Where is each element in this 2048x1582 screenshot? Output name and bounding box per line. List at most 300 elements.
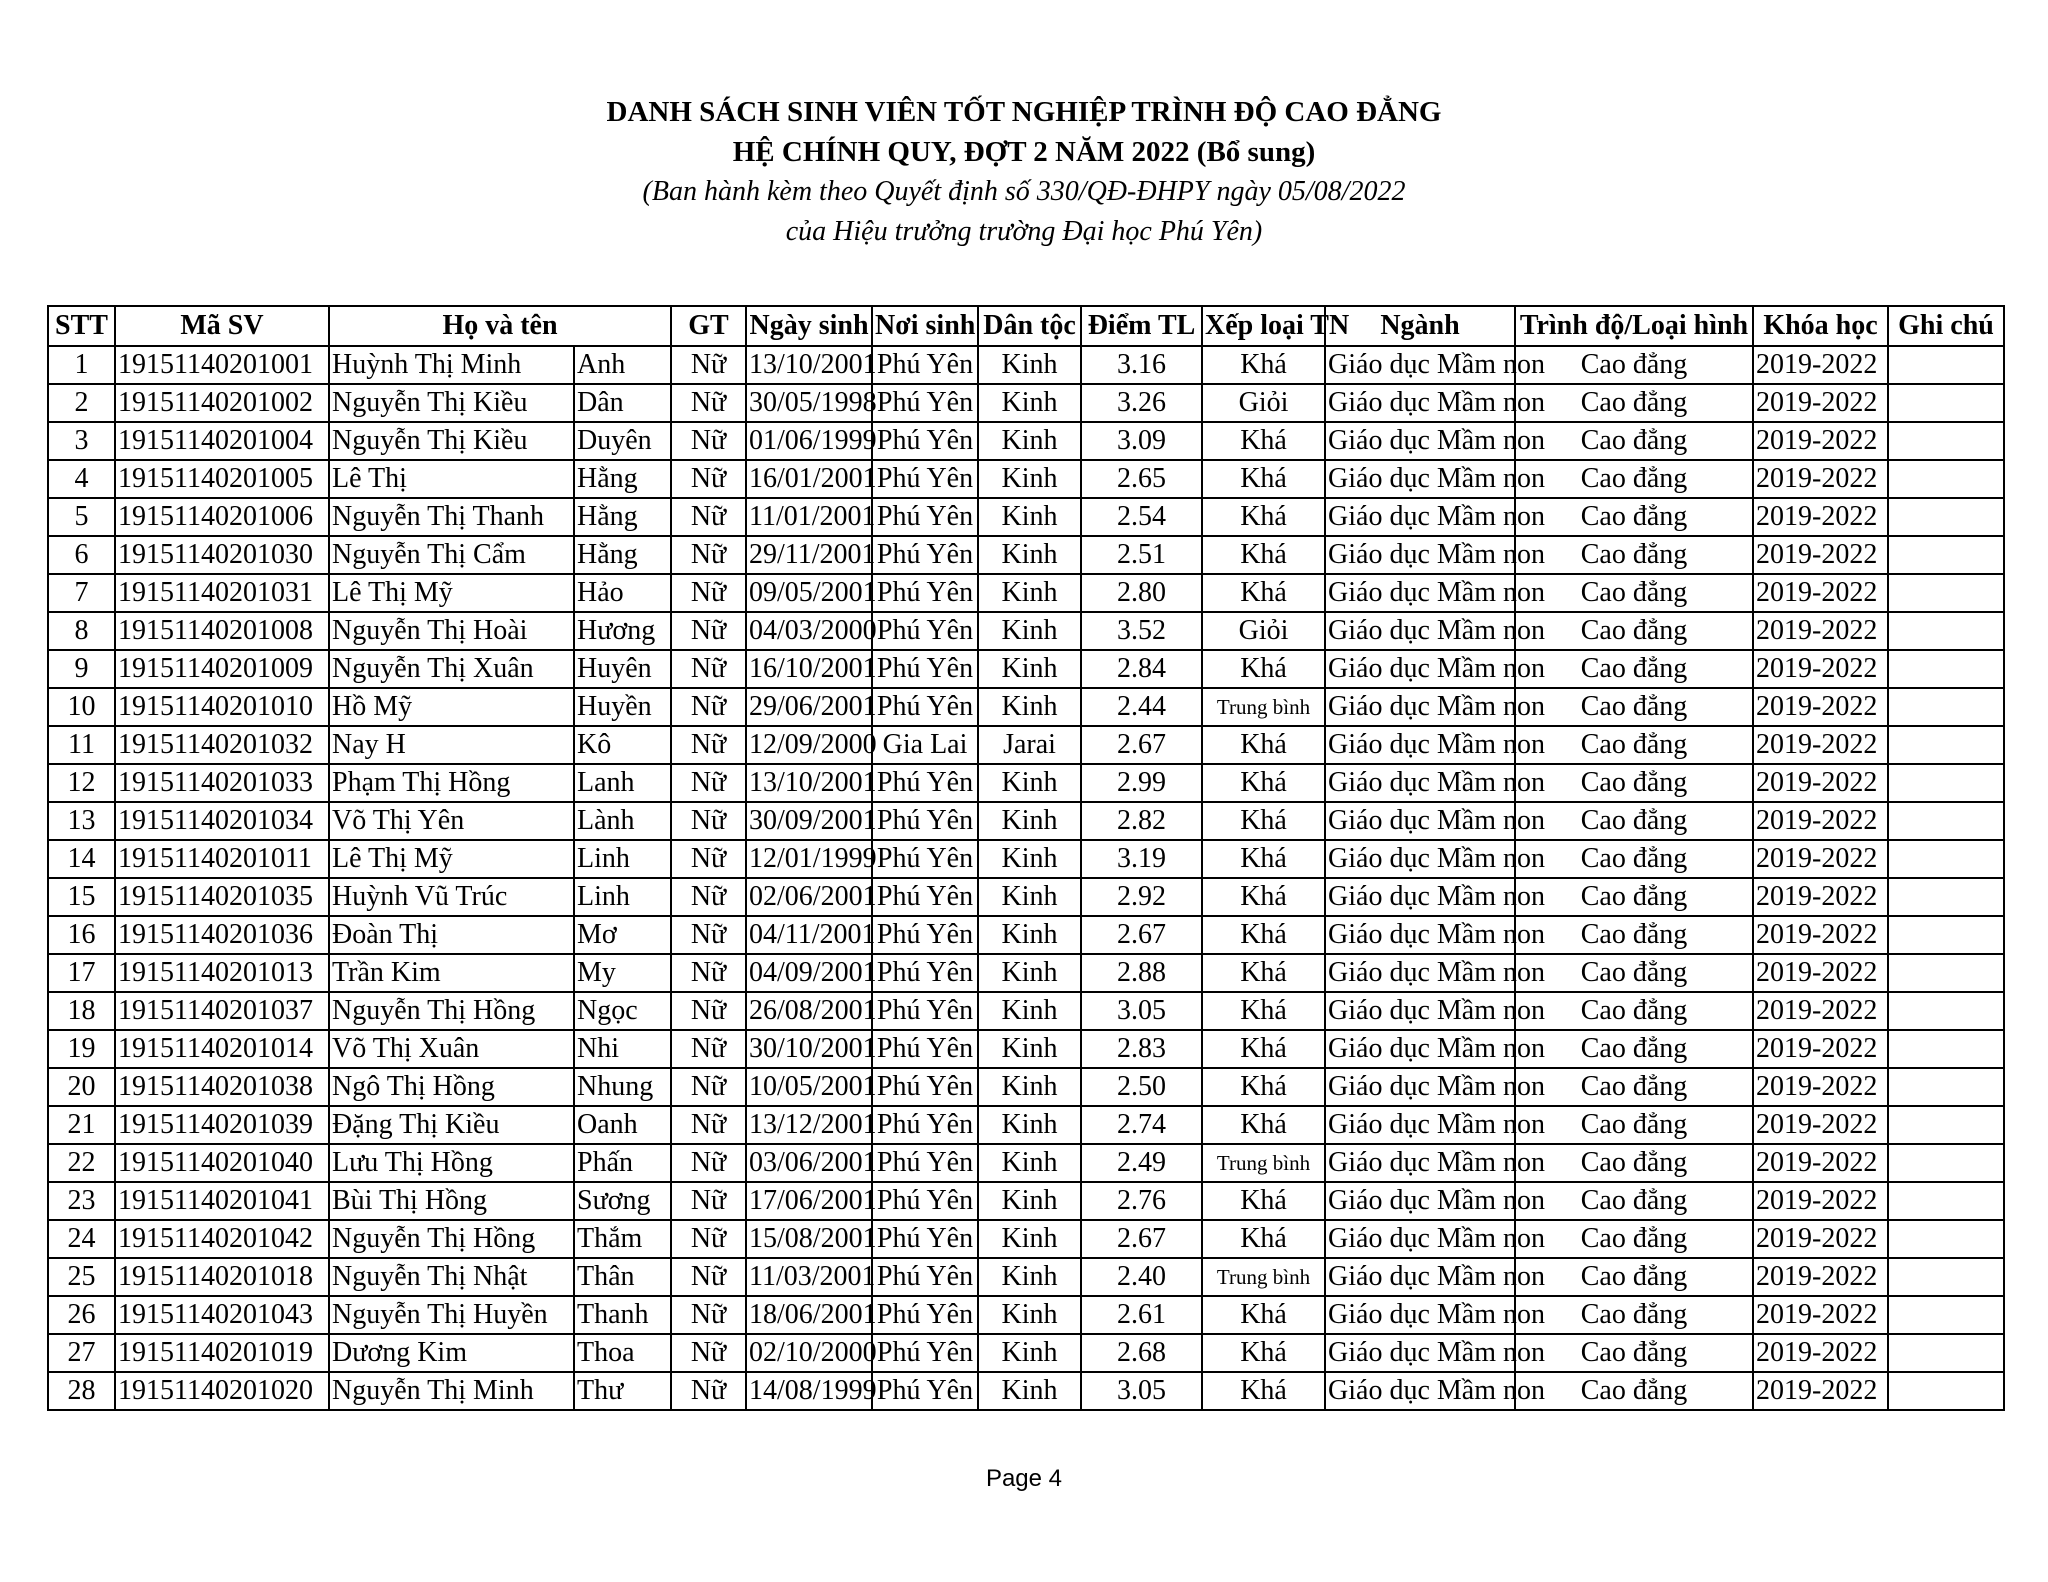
cell-ten: Thắm xyxy=(574,1220,671,1258)
cell-stt: 18 xyxy=(48,992,115,1030)
cell-gt: Nữ xyxy=(671,1182,746,1220)
cell-gt: Nữ xyxy=(671,764,746,802)
cell-ten: Kô xyxy=(574,726,671,764)
document-title-line2: HỆ CHÍNH QUY, ĐỢT 2 NĂM 2022 (Bổ sung) xyxy=(732,136,1316,168)
cell-nganh: Giáo dục Mầm non xyxy=(1325,1296,1515,1334)
cell-masv: 19151140201019 xyxy=(115,1334,329,1372)
cell-ghichu xyxy=(1888,688,2004,726)
cell-gt: Nữ xyxy=(671,1106,746,1144)
cell-stt: 6 xyxy=(48,536,115,574)
cell-masv: 19151140201030 xyxy=(115,536,329,574)
cell-trinhdo: Cao đẳng xyxy=(1515,688,1753,726)
cell-ghichu xyxy=(1888,764,2004,802)
cell-masv: 19151140201037 xyxy=(115,992,329,1030)
column-header-xeploai: Xếp loại TN xyxy=(1202,306,1325,346)
cell-masv: 19151140201002 xyxy=(115,384,329,422)
cell-xeploai: Giỏi xyxy=(1202,384,1325,422)
cell-xeploai: Khá xyxy=(1202,1106,1325,1144)
cell-ngaysinh: 30/09/2001 xyxy=(746,802,872,840)
cell-stt: 17 xyxy=(48,954,115,992)
cell-ghichu xyxy=(1888,1182,2004,1220)
cell-ngaysinh: 17/06/2001 xyxy=(746,1182,872,1220)
cell-gt: Nữ xyxy=(671,574,746,612)
cell-ho-dem: Huỳnh Vũ Trúc xyxy=(329,878,574,916)
cell-gt: Nữ xyxy=(671,1220,746,1258)
cell-gt: Nữ xyxy=(671,840,746,878)
cell-ten: Lành xyxy=(574,802,671,840)
cell-gt: Nữ xyxy=(671,1258,746,1296)
cell-nganh: Giáo dục Mầm non xyxy=(1325,536,1515,574)
cell-ten: Ngọc xyxy=(574,992,671,1030)
cell-trinhdo: Cao đẳng xyxy=(1515,1334,1753,1372)
cell-diem: 2.74 xyxy=(1081,1106,1202,1144)
cell-khoahoc: 2019-2022 xyxy=(1753,422,1888,460)
cell-diem: 2.51 xyxy=(1081,536,1202,574)
cell-masv: 19151140201004 xyxy=(115,422,329,460)
cell-masv: 19151140201011 xyxy=(115,840,329,878)
cell-dantoc: Kinh xyxy=(978,536,1081,574)
cell-xeploai: Trung bình xyxy=(1202,1144,1325,1182)
cell-ho-dem: Phạm Thị Hồng xyxy=(329,764,574,802)
cell-xeploai: Khá xyxy=(1202,1372,1325,1410)
cell-ghichu xyxy=(1888,346,2004,384)
cell-masv: 19151140201020 xyxy=(115,1372,329,1410)
cell-ho-dem: Lê Thị Mỹ xyxy=(329,840,574,878)
table-row xyxy=(48,422,2004,460)
cell-trinhdo: Cao đẳng xyxy=(1515,840,1753,878)
cell-khoahoc: 2019-2022 xyxy=(1753,1296,1888,1334)
cell-gt: Nữ xyxy=(671,384,746,422)
cell-ghichu xyxy=(1888,840,2004,878)
cell-ghichu xyxy=(1888,802,2004,840)
cell-khoahoc: 2019-2022 xyxy=(1753,726,1888,764)
cell-ghichu xyxy=(1888,536,2004,574)
cell-nganh: Giáo dục Mầm non xyxy=(1325,384,1515,422)
cell-trinhdo: Cao đẳng xyxy=(1515,802,1753,840)
cell-masv: 19151140201039 xyxy=(115,1106,329,1144)
cell-ghichu xyxy=(1888,612,2004,650)
cell-khoahoc: 2019-2022 xyxy=(1753,764,1888,802)
cell-trinhdo: Cao đẳng xyxy=(1515,1258,1753,1296)
cell-ho-dem: Nguyễn Thị Kiều xyxy=(329,422,574,460)
cell-masv: 19151140201005 xyxy=(115,460,329,498)
document-title-line1: DANH SÁCH SINH VIÊN TỐT NGHIỆP TRÌNH ĐỘ CAO ĐẲNG xyxy=(606,96,1442,128)
cell-ngaysinh: 15/08/2001 xyxy=(746,1220,872,1258)
cell-dantoc: Kinh xyxy=(978,992,1081,1030)
table-row xyxy=(48,1220,2004,1258)
cell-ten: Hằng xyxy=(574,460,671,498)
cell-ten: Anh xyxy=(574,346,671,384)
cell-khoahoc: 2019-2022 xyxy=(1753,498,1888,536)
table-row xyxy=(48,346,2004,384)
cell-trinhdo: Cao đẳng xyxy=(1515,878,1753,916)
cell-stt: 11 xyxy=(48,726,115,764)
cell-xeploai: Giỏi xyxy=(1202,612,1325,650)
cell-stt: 10 xyxy=(48,688,115,726)
cell-nganh: Giáo dục Mầm non xyxy=(1325,1182,1515,1220)
cell-gt: Nữ xyxy=(671,916,746,954)
cell-dantoc: Kinh xyxy=(978,1334,1081,1372)
cell-xeploai: Khá xyxy=(1202,1334,1325,1372)
table-row xyxy=(48,802,2004,840)
cell-xeploai: Khá xyxy=(1202,764,1325,802)
column-header-ghichu: Ghi chú xyxy=(1888,306,2004,346)
cell-ten: Dân xyxy=(574,384,671,422)
cell-noisinh: Phú Yên xyxy=(872,1372,978,1410)
cell-dantoc: Kinh xyxy=(978,1068,1081,1106)
cell-ngaysinh: 12/09/2000 xyxy=(746,726,872,764)
table-row xyxy=(48,384,2004,422)
graduate-roster-table xyxy=(47,305,2005,1411)
cell-xeploai: Khá xyxy=(1202,1068,1325,1106)
cell-diem: 2.44 xyxy=(1081,688,1202,726)
cell-ngaysinh: 18/06/2001 xyxy=(746,1296,872,1334)
cell-xeploai: Khá xyxy=(1202,878,1325,916)
cell-dantoc: Kinh xyxy=(978,840,1081,878)
cell-ghichu xyxy=(1888,1334,2004,1372)
cell-masv: 19151140201001 xyxy=(115,346,329,384)
cell-stt: 14 xyxy=(48,840,115,878)
table-row xyxy=(48,1030,2004,1068)
table-row xyxy=(48,1372,2004,1410)
cell-dantoc: Kinh xyxy=(978,574,1081,612)
cell-ho-dem: Võ Thị Yên xyxy=(329,802,574,840)
cell-ghichu xyxy=(1888,878,2004,916)
table-row xyxy=(48,878,2004,916)
cell-stt: 9 xyxy=(48,650,115,688)
table-row xyxy=(48,992,2004,1030)
cell-ngaysinh: 13/12/2001 xyxy=(746,1106,872,1144)
cell-ngaysinh: 26/08/2001 xyxy=(746,992,872,1030)
cell-stt: 7 xyxy=(48,574,115,612)
cell-xeploai: Khá xyxy=(1202,992,1325,1030)
cell-ho-dem: Nguyễn Thị Hoài xyxy=(329,612,574,650)
cell-ten: Nhi xyxy=(574,1030,671,1068)
cell-ghichu xyxy=(1888,460,2004,498)
column-header-noisinh: Nơi sinh xyxy=(872,306,978,346)
column-header-nganh: Ngành xyxy=(1325,306,1515,346)
cell-noisinh: Phú Yên xyxy=(872,1334,978,1372)
cell-xeploai: Khá xyxy=(1202,536,1325,574)
cell-khoahoc: 2019-2022 xyxy=(1753,1372,1888,1410)
cell-diem: 3.09 xyxy=(1081,422,1202,460)
cell-trinhdo: Cao đẳng xyxy=(1515,1030,1753,1068)
cell-ghichu xyxy=(1888,1030,2004,1068)
cell-trinhdo: Cao đẳng xyxy=(1515,1182,1753,1220)
cell-khoahoc: 2019-2022 xyxy=(1753,384,1888,422)
cell-noisinh: Phú Yên xyxy=(872,840,978,878)
cell-trinhdo: Cao đẳng xyxy=(1515,1106,1753,1144)
cell-xeploai: Khá xyxy=(1202,1030,1325,1068)
cell-diem: 2.40 xyxy=(1081,1258,1202,1296)
cell-gt: Nữ xyxy=(671,1334,746,1372)
cell-ngaysinh: 29/11/2001 xyxy=(746,536,872,574)
cell-ho-dem: Lưu Thị Hồng xyxy=(329,1144,574,1182)
cell-ho-dem: Võ Thị Xuân xyxy=(329,1030,574,1068)
cell-masv: 19151140201043 xyxy=(115,1296,329,1334)
cell-dantoc: Kinh xyxy=(978,954,1081,992)
cell-masv: 19151140201034 xyxy=(115,802,329,840)
cell-ho-dem: Nguyễn Thị Hồng xyxy=(329,1220,574,1258)
cell-ho-dem: Nguyễn Thị Hồng xyxy=(329,992,574,1030)
cell-masv: 19151140201014 xyxy=(115,1030,329,1068)
column-header-khoahoc: Khóa học xyxy=(1753,306,1888,346)
cell-diem: 3.05 xyxy=(1081,1372,1202,1410)
cell-diem: 2.61 xyxy=(1081,1296,1202,1334)
cell-xeploai: Khá xyxy=(1202,650,1325,688)
cell-nganh: Giáo dục Mầm non xyxy=(1325,574,1515,612)
cell-khoahoc: 2019-2022 xyxy=(1753,1258,1888,1296)
cell-trinhdo: Cao đẳng xyxy=(1515,1220,1753,1258)
cell-ho-dem: Đặng Thị Kiều xyxy=(329,1106,574,1144)
cell-noisinh: Phú Yên xyxy=(872,1220,978,1258)
cell-trinhdo: Cao đẳng xyxy=(1515,612,1753,650)
cell-ho-dem: Nguyễn Thị Huyền xyxy=(329,1296,574,1334)
cell-ten: Thân xyxy=(574,1258,671,1296)
cell-xeploai: Khá xyxy=(1202,1182,1325,1220)
cell-ghichu xyxy=(1888,992,2004,1030)
cell-trinhdo: Cao đẳng xyxy=(1515,1372,1753,1410)
cell-ho-dem: Trần Kim xyxy=(329,954,574,992)
cell-masv: 19151140201008 xyxy=(115,612,329,650)
cell-xeploai: Khá xyxy=(1202,954,1325,992)
cell-xeploai: Khá xyxy=(1202,726,1325,764)
cell-khoahoc: 2019-2022 xyxy=(1753,1220,1888,1258)
cell-xeploai: Khá xyxy=(1202,1220,1325,1258)
cell-diem: 2.92 xyxy=(1081,878,1202,916)
cell-nganh: Giáo dục Mầm non xyxy=(1325,726,1515,764)
cell-nganh: Giáo dục Mầm non xyxy=(1325,1030,1515,1068)
cell-noisinh: Phú Yên xyxy=(872,1106,978,1144)
cell-ngaysinh: 09/05/2001 xyxy=(746,574,872,612)
cell-diem: 2.68 xyxy=(1081,1334,1202,1372)
cell-diem: 3.52 xyxy=(1081,612,1202,650)
table-header-row xyxy=(48,306,2004,346)
cell-stt: 2 xyxy=(48,384,115,422)
cell-khoahoc: 2019-2022 xyxy=(1753,878,1888,916)
cell-ngaysinh: 03/06/2001 xyxy=(746,1144,872,1182)
cell-diem: 2.84 xyxy=(1081,650,1202,688)
cell-ten: Hảo xyxy=(574,574,671,612)
cell-ten: Huyền xyxy=(574,688,671,726)
cell-gt: Nữ xyxy=(671,650,746,688)
cell-noisinh: Phú Yên xyxy=(872,1030,978,1068)
table-row xyxy=(48,726,2004,764)
cell-ngaysinh: 04/03/2000 xyxy=(746,612,872,650)
cell-dantoc: Kinh xyxy=(978,612,1081,650)
cell-xeploai: Khá xyxy=(1202,498,1325,536)
cell-khoahoc: 2019-2022 xyxy=(1753,536,1888,574)
cell-diem: 3.16 xyxy=(1081,346,1202,384)
cell-diem: 2.65 xyxy=(1081,460,1202,498)
document-header xyxy=(0,92,2048,252)
cell-diem: 2.54 xyxy=(1081,498,1202,536)
cell-stt: 8 xyxy=(48,612,115,650)
cell-nganh: Giáo dục Mầm non xyxy=(1325,954,1515,992)
cell-noisinh: Phú Yên xyxy=(872,802,978,840)
cell-nganh: Giáo dục Mầm non xyxy=(1325,840,1515,878)
cell-trinhdo: Cao đẳng xyxy=(1515,726,1753,764)
cell-gt: Nữ xyxy=(671,992,746,1030)
cell-stt: 24 xyxy=(48,1220,115,1258)
cell-ngaysinh: 10/05/2001 xyxy=(746,1068,872,1106)
cell-gt: Nữ xyxy=(671,1068,746,1106)
cell-nganh: Giáo dục Mầm non xyxy=(1325,650,1515,688)
page-number: Page 4 xyxy=(985,1465,1063,1492)
cell-masv: 19151140201009 xyxy=(115,650,329,688)
cell-ho-dem: Hồ Mỹ xyxy=(329,688,574,726)
cell-noisinh: Phú Yên xyxy=(872,460,978,498)
cell-trinhdo: Cao đẳng xyxy=(1515,384,1753,422)
cell-diem: 2.99 xyxy=(1081,764,1202,802)
cell-khoahoc: 2019-2022 xyxy=(1753,1068,1888,1106)
cell-noisinh: Phú Yên xyxy=(872,384,978,422)
table-row xyxy=(48,1068,2004,1106)
cell-stt: 1 xyxy=(48,346,115,384)
column-header-masv: Mã SV xyxy=(115,306,329,346)
cell-stt: 20 xyxy=(48,1068,115,1106)
cell-gt: Nữ xyxy=(671,422,746,460)
cell-nganh: Giáo dục Mầm non xyxy=(1325,916,1515,954)
cell-ghichu xyxy=(1888,1220,2004,1258)
cell-ghichu xyxy=(1888,384,2004,422)
cell-ghichu xyxy=(1888,1258,2004,1296)
cell-ten: Hương xyxy=(574,612,671,650)
cell-trinhdo: Cao đẳng xyxy=(1515,460,1753,498)
table-row xyxy=(48,916,2004,954)
cell-ho-dem: Lê Thị Mỹ xyxy=(329,574,574,612)
cell-khoahoc: 2019-2022 xyxy=(1753,802,1888,840)
cell-gt: Nữ xyxy=(671,1296,746,1334)
cell-ten: Nhung xyxy=(574,1068,671,1106)
cell-diem: 2.76 xyxy=(1081,1182,1202,1220)
cell-ho-dem: Huỳnh Thị Minh xyxy=(329,346,574,384)
cell-ho-dem: Nguyễn Thị Nhật xyxy=(329,1258,574,1296)
cell-stt: 26 xyxy=(48,1296,115,1334)
cell-ten: Linh xyxy=(574,878,671,916)
cell-dantoc: Kinh xyxy=(978,460,1081,498)
cell-stt: 22 xyxy=(48,1144,115,1182)
cell-stt: 13 xyxy=(48,802,115,840)
cell-ghichu xyxy=(1888,574,2004,612)
cell-trinhdo: Cao đẳng xyxy=(1515,574,1753,612)
cell-khoahoc: 2019-2022 xyxy=(1753,1144,1888,1182)
cell-xeploai: Khá xyxy=(1202,802,1325,840)
cell-ghichu xyxy=(1888,650,2004,688)
cell-noisinh: Phú Yên xyxy=(872,1068,978,1106)
cell-noisinh: Phú Yên xyxy=(872,1258,978,1296)
cell-nganh: Giáo dục Mầm non xyxy=(1325,422,1515,460)
cell-dantoc: Kinh xyxy=(978,1106,1081,1144)
cell-noisinh: Phú Yên xyxy=(872,992,978,1030)
cell-masv: 19151140201013 xyxy=(115,954,329,992)
cell-ghichu xyxy=(1888,498,2004,536)
cell-khoahoc: 2019-2022 xyxy=(1753,916,1888,954)
cell-khoahoc: 2019-2022 xyxy=(1753,688,1888,726)
cell-ho-dem: Ngô Thị Hồng xyxy=(329,1068,574,1106)
cell-noisinh: Phú Yên xyxy=(872,612,978,650)
cell-ho-dem: Nguyễn Thị Kiều xyxy=(329,384,574,422)
cell-xeploai: Khá xyxy=(1202,460,1325,498)
cell-masv: 19151140201031 xyxy=(115,574,329,612)
cell-noisinh: Phú Yên xyxy=(872,346,978,384)
cell-gt: Nữ xyxy=(671,536,746,574)
table-row xyxy=(48,612,2004,650)
cell-noisinh: Phú Yên xyxy=(872,536,978,574)
cell-ho-dem: Nguyễn Thị Cẩm xyxy=(329,536,574,574)
cell-nganh: Giáo dục Mầm non xyxy=(1325,498,1515,536)
column-header-hoten: Họ và tên xyxy=(329,306,671,346)
cell-stt: 5 xyxy=(48,498,115,536)
cell-ghichu xyxy=(1888,916,2004,954)
cell-gt: Nữ xyxy=(671,1030,746,1068)
document-subtitle-line1: (Ban hành kèm theo Quyết định số 330/QĐ-ĐHPY ngày 05/08/2022 xyxy=(642,176,1406,207)
cell-noisinh: Phú Yên xyxy=(872,498,978,536)
cell-masv: 19151140201018 xyxy=(115,1258,329,1296)
cell-stt: 16 xyxy=(48,916,115,954)
cell-xeploai: Trung bình xyxy=(1202,688,1325,726)
cell-ngaysinh: 01/06/1999 xyxy=(746,422,872,460)
cell-stt: 21 xyxy=(48,1106,115,1144)
cell-masv: 19151140201010 xyxy=(115,688,329,726)
cell-khoahoc: 2019-2022 xyxy=(1753,612,1888,650)
column-header-ngaysinh: Ngày sinh xyxy=(746,306,872,346)
cell-noisinh: Phú Yên xyxy=(872,422,978,460)
cell-noisinh: Phú Yên xyxy=(872,574,978,612)
cell-ngaysinh: 16/10/2001 xyxy=(746,650,872,688)
cell-stt: 12 xyxy=(48,764,115,802)
cell-ngaysinh: 30/10/2001 xyxy=(746,1030,872,1068)
cell-noisinh: Phú Yên xyxy=(872,1182,978,1220)
cell-nganh: Giáo dục Mầm non xyxy=(1325,992,1515,1030)
cell-khoahoc: 2019-2022 xyxy=(1753,1106,1888,1144)
cell-ho-dem: Nguyễn Thị Thanh xyxy=(329,498,574,536)
table-row xyxy=(48,840,2004,878)
cell-ten: Oanh xyxy=(574,1106,671,1144)
cell-trinhdo: Cao đẳng xyxy=(1515,536,1753,574)
cell-ngaysinh: 16/01/2001 xyxy=(746,460,872,498)
cell-xeploai: Trung bình xyxy=(1202,1258,1325,1296)
cell-gt: Nữ xyxy=(671,954,746,992)
cell-dantoc: Kinh xyxy=(978,1182,1081,1220)
cell-masv: 19151140201032 xyxy=(115,726,329,764)
cell-nganh: Giáo dục Mầm non xyxy=(1325,802,1515,840)
cell-masv: 19151140201035 xyxy=(115,878,329,916)
cell-diem: 2.83 xyxy=(1081,1030,1202,1068)
table-row xyxy=(48,536,2004,574)
cell-khoahoc: 2019-2022 xyxy=(1753,954,1888,992)
cell-ten: Thanh xyxy=(574,1296,671,1334)
cell-ngaysinh: 14/08/1999 xyxy=(746,1372,872,1410)
cell-ngaysinh: 02/10/2000 xyxy=(746,1334,872,1372)
cell-gt: Nữ xyxy=(671,498,746,536)
cell-noisinh: Phú Yên xyxy=(872,916,978,954)
cell-trinhdo: Cao đẳng xyxy=(1515,346,1753,384)
cell-ghichu xyxy=(1888,726,2004,764)
cell-ghichu xyxy=(1888,422,2004,460)
table-row xyxy=(48,498,2004,536)
cell-stt: 3 xyxy=(48,422,115,460)
cell-trinhdo: Cao đẳng xyxy=(1515,1144,1753,1182)
table-row xyxy=(48,1296,2004,1334)
cell-nganh: Giáo dục Mầm non xyxy=(1325,1334,1515,1372)
cell-dantoc: Kinh xyxy=(978,384,1081,422)
cell-ngaysinh: 04/11/2001 xyxy=(746,916,872,954)
cell-ghichu xyxy=(1888,1106,2004,1144)
cell-stt: 4 xyxy=(48,460,115,498)
cell-ho-dem: Dương Kim xyxy=(329,1334,574,1372)
cell-diem: 2.67 xyxy=(1081,726,1202,764)
